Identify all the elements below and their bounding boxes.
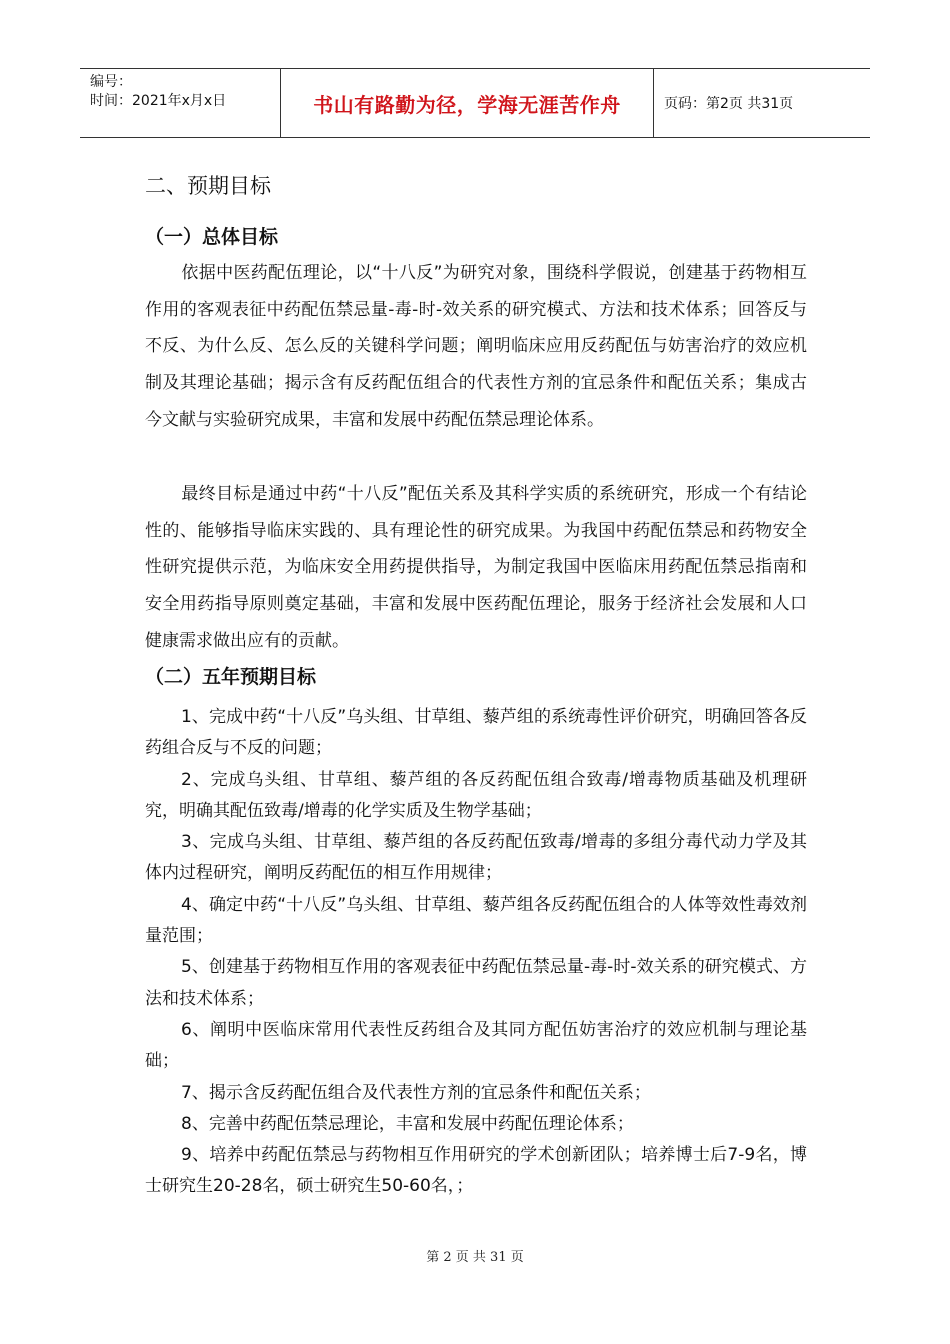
overall-paragraph-1-text: 依据中医药配伍理论，以“十八反”为研究对象，围绕科学假说，创建基于药物相互作用的客观表征中药配伍禁忌量-毒-时-效关系的研究模式、方法和技术体系；回答反与不反、为什么反、怎么反的关键科学问题；阐明临床应用反药配伍与妨害治疗的效应机制及其理论基础；揭示含有反药配伍组合的代表性方剂的宜忌条件和配伍关系；集成古今文献与实验研究成果，丰富和发展中药配伍禁忌理论体系。 — [145, 263, 807, 430]
overall-paragraph-2 — [145, 476, 807, 660]
header-meta — [80, 69, 281, 137]
overall-paragraph-1 — [145, 255, 807, 439]
page-footer: 第 2 页 共 31 页 — [426, 1250, 524, 1265]
list-item: 9、培养中药配伍禁忌与药物相互作用研究的学术创新团队；培养博士后7-9名，博士研究生20-28名，硕士研究生50-60名，； — [145, 1145, 807, 1197]
list-item: 4、确定中药“十八反”乌头组、甘草组、藜芦组各反药配伍组合的人体等效性毒效剂量范围； — [145, 894, 807, 947]
list-item: 3、完成乌头组、甘草组、藜芦组的各反药配伍致毒/增毒的多组分毒代动力学及其体内过程研究，阐明反药配伍的相互作用规律； — [145, 832, 807, 884]
list-item: 5、创建基于药物相互作用的客观表征中药配伍禁忌量-毒-时-效关系的研究模式、方法和技术体系； — [145, 957, 807, 1009]
five-year-goal-list — [145, 702, 807, 1203]
date-label: 时间：2021年x月x日 — [90, 93, 227, 109]
header-motto: 书山有路勤为径，学海无涯苦作舟 — [281, 69, 654, 137]
overall-goal-title: （一）总体目标 — [145, 226, 279, 248]
section-title: 二、预期目标 — [145, 174, 271, 198]
number-label: 编号： — [90, 74, 132, 90]
list-item: 2、完成乌头组、甘草组、藜芦组的各反药配伍组合致毒/增毒物质基础及机理研究，明确其配伍致毒/增毒的化学实质及生物学基础； — [145, 769, 807, 821]
list-item: 8、完善中药配伍禁忌理论，丰富和发展中药配伍理论体系； — [181, 1113, 634, 1134]
list-item: 7、揭示含反药配伍组合及代表性方剂的宜忌条件和配伍关系； — [181, 1082, 651, 1103]
five-year-goal-title: （二）五年预期目标 — [145, 666, 317, 688]
header-page-info: 页码：第2页 共31页 — [664, 96, 794, 112]
list-item: 1、完成中药“十八反”乌头组、甘草组、藜芦组的系统毒性评价研究，明确回答各反药组合反与不反的问题； — [145, 707, 807, 759]
list-item: 6、阐明中医临床常用代表性反药组合及其同方配伍妨害治疗的效应机制与理论基础； — [145, 1019, 807, 1072]
page-header — [80, 68, 870, 138]
overall-paragraph-2-text: 最终目标是通过中药“十八反”配伍关系及其科学实质的系统研究，形成一个有结论性的、能够指导临床实践的、具有理论性的研究成果。为我国中药配伍禁忌和药物安全性研究提供示范，为临床安全用药提供指导，为制定我国中医临床用药配伍禁忌指南和安全用药指导原则奠定基础，丰富和发展中医药配伍理论，服务于经济社会发展和人口健康需求做出应有的贡献。 — [145, 484, 807, 651]
